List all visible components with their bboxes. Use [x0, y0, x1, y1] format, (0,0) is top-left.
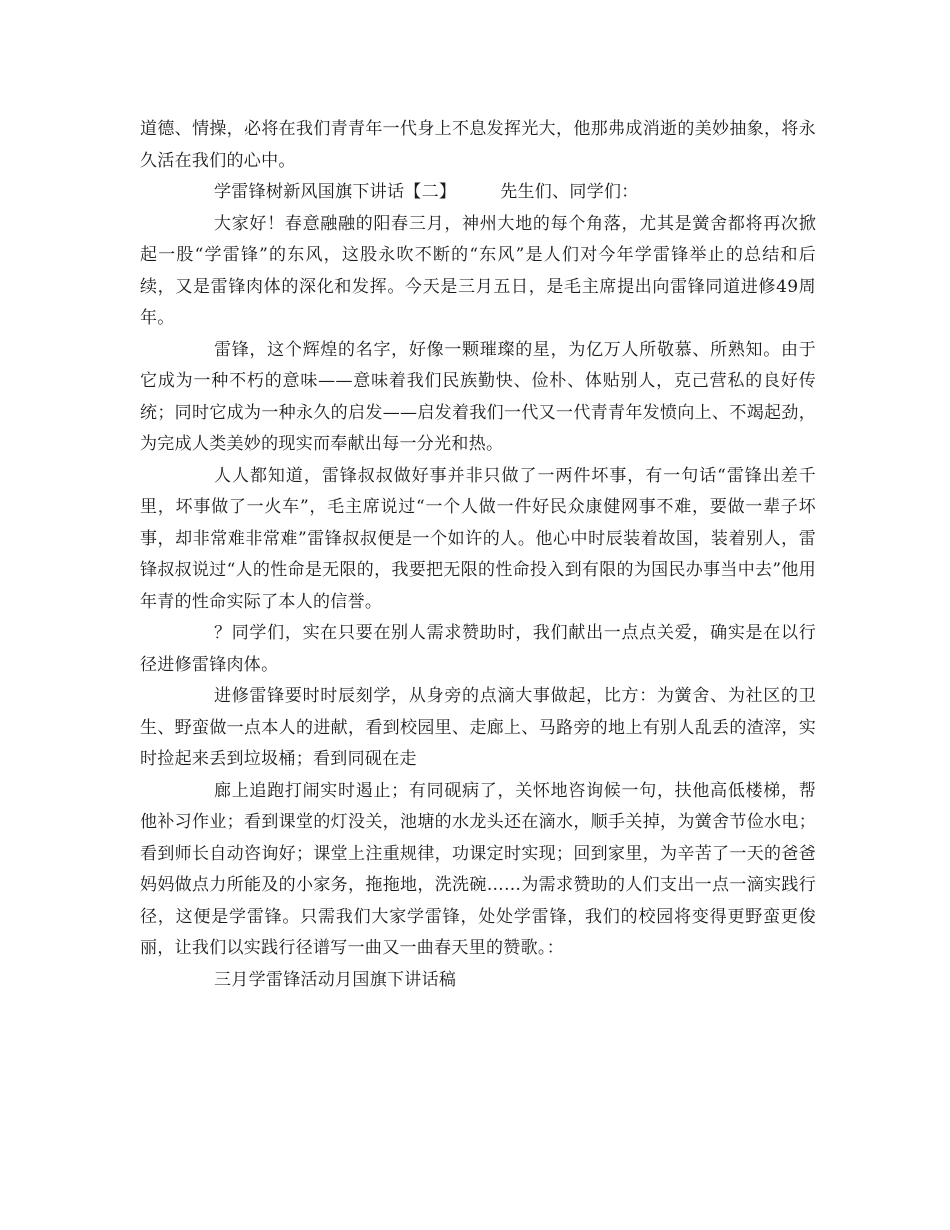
paragraph-1: 大家好！春意融融的阳春三月，神州大地的每个角落，尤其是黉舍都将再次掀起一股“学雷锋”的东风，这股永吹不断的“东风”是人们对今年学雷锋举止的总结和后续，又是雷锋肉体的深化和发挥。今天是三月五日，是毛主席提出向雷锋同道进修49周年。 [140, 213, 816, 328]
speech-title: 学雷锋树新风国旗下讲话【二】 [214, 182, 457, 202]
paragraph-5: 进修雷锋要时时辰刻学，从身旁的点滴大事做起，比方：为黉舍、为社区的卫生、野蛮做一点本人的进献，看到校园里、走廊上、马路旁的地上有别人乱丢的渣滓，实时捡起来丢到垃圾桶；看到同砚在走 [140, 686, 816, 769]
speech-greeting: 先生们、同学们： [500, 182, 639, 202]
paragraph-4: ？同学们，实在只要在别人需求赞助时，我们献出一点点关爱，确实是在以行径进修雷锋肉体。 [140, 623, 816, 675]
speech-heading [140, 177, 816, 209]
paragraph-3: 人人都知道，雷锋叔叔做好事并非只做了一两件坏事，有一句话“雷锋出差千里，坏事做了一火车”，毛主席说过“一个人做一件好民众康健网事不难，要做一辈子坏事，却非常难非常难”雷锋叔叔便是一个如许的人。他心中时辰装着故国，装着别人，雷锋叔叔说过“人的性命是无限的，我要把无限的性命投入到有限的为国民办事当中去”他用年青的性命实际了本人的信誉。 [140, 465, 816, 612]
paragraph-2: 雷锋，这个辉煌的名字，好像一颗璀璨的星，为亿万人所敬慕、所熟知。由于它成为一种不朽的意味——意味着我们民族勤快、俭朴、体贴别人，克己营私的良好传统；同时它成为一种永久的启发——启发着我们一代又一代青青年发愤向上、不竭起劲，为完成人类美妙的现实而奉献出每一分光和热。 [140, 339, 816, 454]
paragraph-6: 廊上追跑打闹实时遏止；有同砚病了，关怀地咨询候一句，扶他高低楼梯，帮他补习作业；看到课堂的灯没关，池塘的水龙头还在滴水，顺手关掉，为黉舍节俭水电；看到师长自动咨询好；课堂上注重规律，功课定时实现；回到家里，为辛苦了一天的爸爸妈妈做点力所能及的小家务，拖拖地，洗洗碗……为需求赞助的人们支出一点一滴实践行径，这便是学雷锋。只需我们大家学雷锋，处处学雷锋，我们的校园将变得更野蛮更俊丽，让我们以实践行径谱写一曲又一曲春天里的赞歌。： [140, 780, 816, 958]
document-body [140, 114, 816, 996]
intro-paragraph: 道德、情操，必将在我们青青年一代身上不息发挥光大，他那弗成消逝的美妙抽象，将永久活在我们的心中。 [140, 119, 816, 171]
closing-title: 三月学雷锋活动月国旗下讲话稿 [214, 969, 457, 990]
